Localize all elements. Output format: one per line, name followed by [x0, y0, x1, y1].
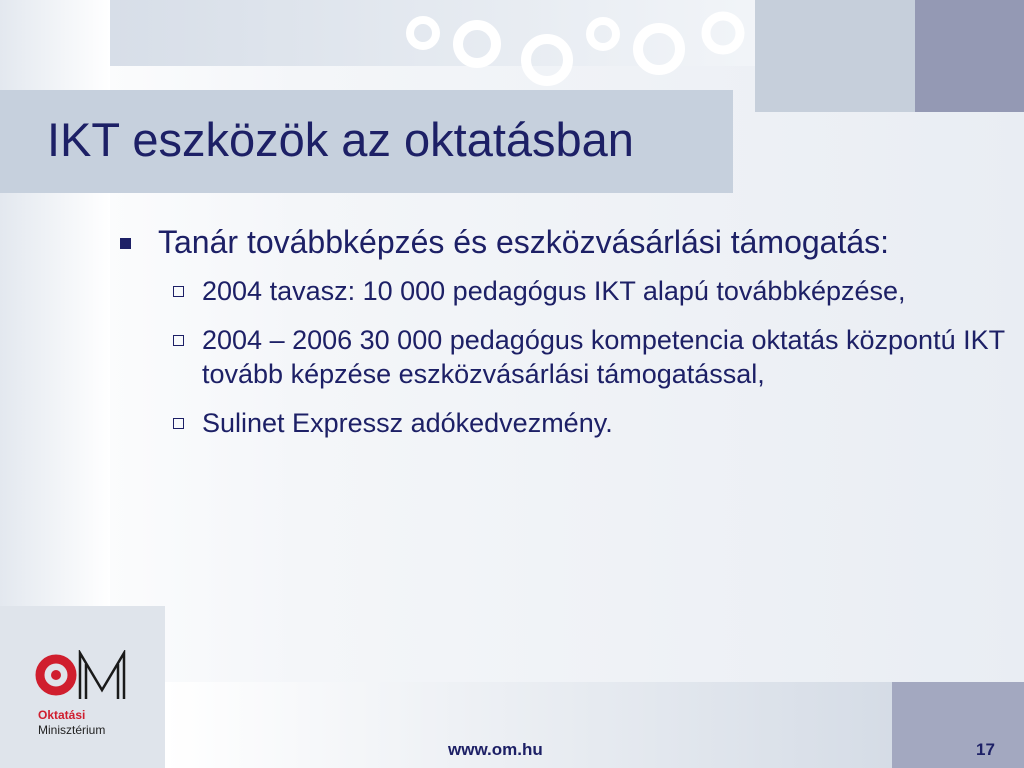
hollow-square-bullet-icon: [173, 418, 184, 429]
bullet-text: Tanár továbbképzés és eszközvásárlási támogatás:: [158, 224, 890, 260]
logo-text-oktatasi: Oktatási: [38, 708, 86, 722]
filled-square-bullet-icon: [120, 238, 131, 249]
sub-bullet-item: [172, 274, 1015, 308]
sub-bullet-item: [172, 406, 1015, 440]
logo-text-miniszterium: Minisztérium: [38, 723, 106, 737]
hollow-square-bullet-icon: [173, 286, 184, 297]
sub-bullet-text: 2004 – 2006 30 000 pedagógus kompetencia oktatás központú IKT tovább képzése eszközvásárlási támogatással,: [202, 325, 1005, 389]
hollow-square-bullet-icon: [173, 335, 184, 346]
top-right-light-square: [755, 0, 915, 112]
om-logo-icon: [34, 650, 128, 700]
page-number: 17: [976, 740, 995, 759]
circles-decoration-icon: [395, 6, 755, 90]
top-right-dark-square: [915, 0, 1024, 112]
footer-url[interactable]: www.om.hu: [448, 740, 543, 759]
bullet-item: [120, 222, 1015, 262]
slide-title: IKT eszközök az oktatásban: [47, 113, 634, 166]
sub-bullet-item: [172, 323, 1015, 391]
sub-bullet-text: Sulinet Expressz adókedvezmény.: [202, 408, 613, 438]
slide-content: [120, 222, 1015, 455]
footer-page-box: [892, 682, 1024, 768]
sub-bullet-text: 2004 tavasz: 10 000 pedagógus IKT alapú továbbképzése,: [202, 276, 906, 306]
